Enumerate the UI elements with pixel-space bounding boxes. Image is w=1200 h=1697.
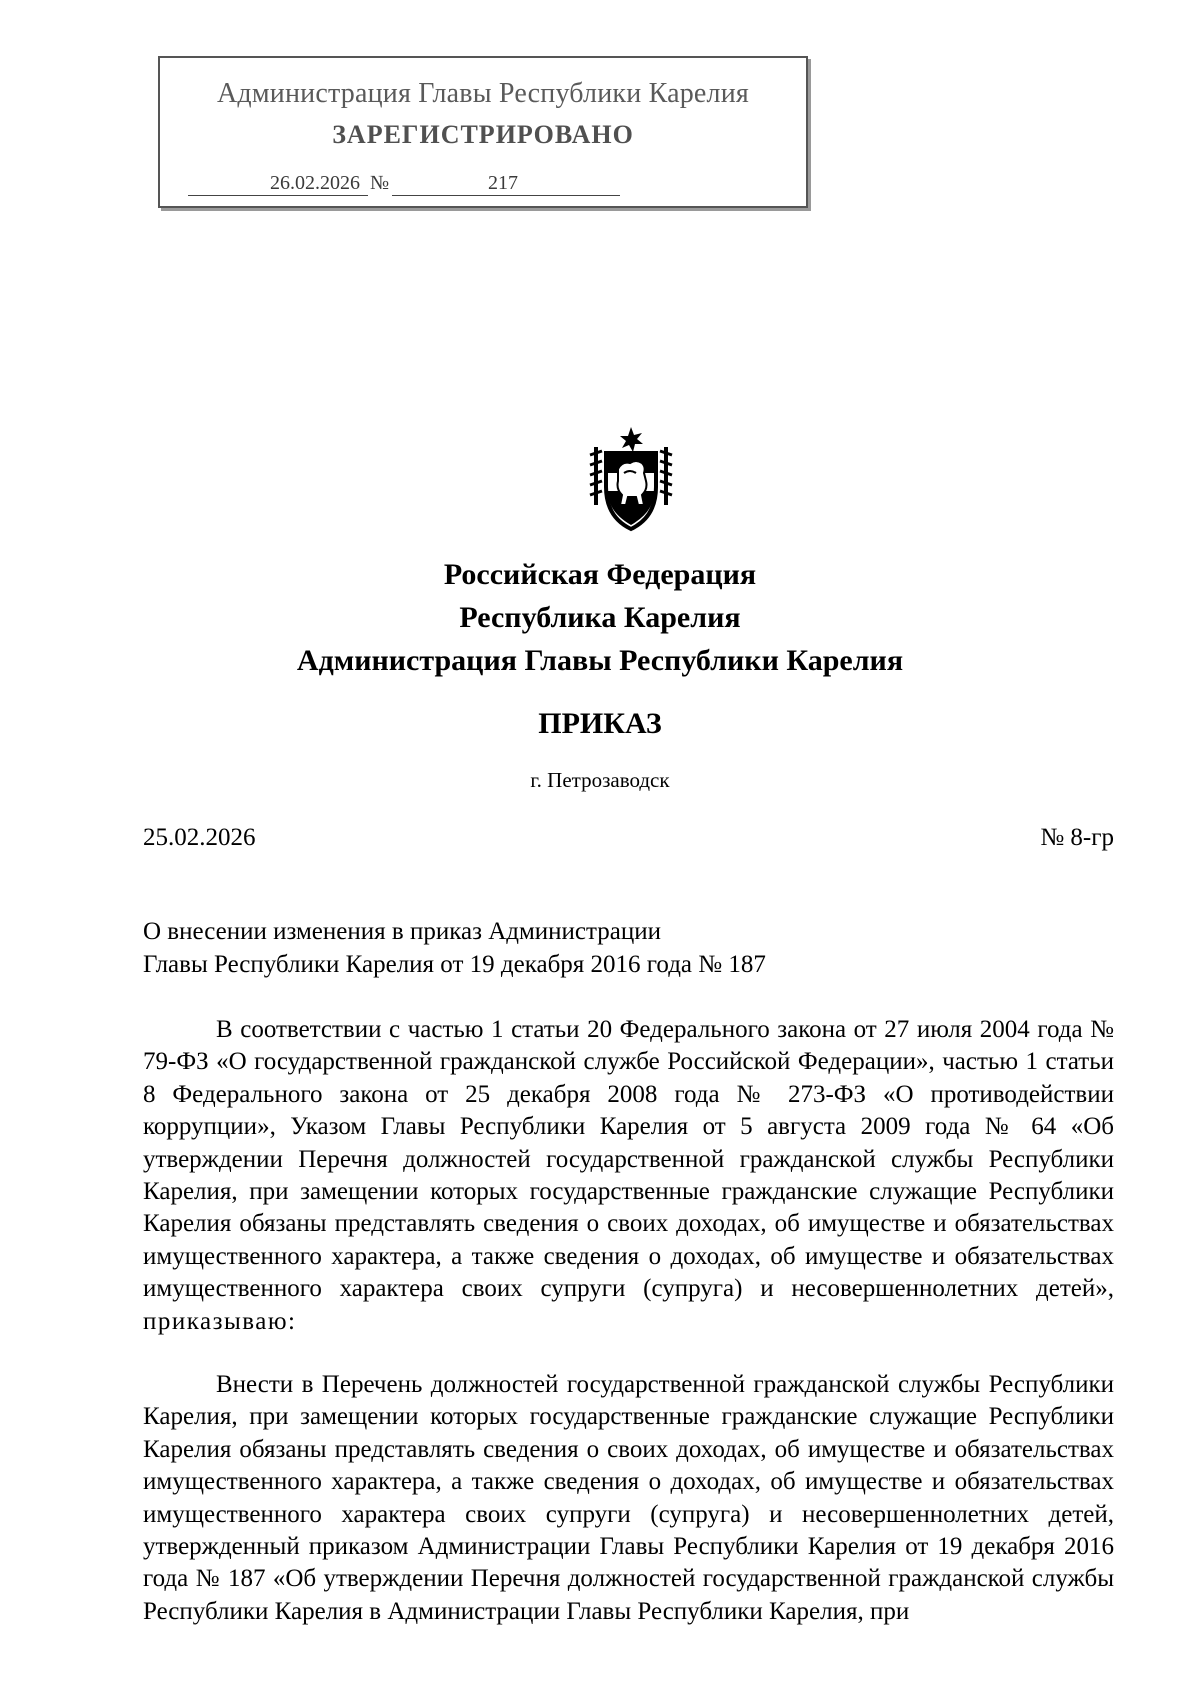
stamp-number-label: № (370, 172, 390, 194)
paragraph-2-text: Внести в Перечень должностей государственной гражданской службы Республики Карелия, при замещении которых государственные гражданские служащие Республики Карелия обязаны представлять сведения о своих доходах, об имуществе и обязательствах имущественного характера, а также сведения о доходах, об имуществе и обязательствах имущественного характера своих супруги (супруга) и несовершеннолетних детей, утвержденный приказом Администрации Главы Республики Карелия от 19 декабря 2016 года № 187 «Об утверждении Перечня должностей государственной гражданской службы Республики Карелия в Администрации Главы Республики Карелия, при (143, 1371, 1114, 1625)
stamp-organization: Администрация Главы Республики Карелия (217, 78, 749, 109)
directive-word: приказываю: (143, 1307, 297, 1335)
document-number: № 8-гр (1040, 824, 1114, 851)
stamp-status: ЗАРЕГИСТРИРОВАНО (332, 120, 634, 149)
body-paragraph-2 (143, 1369, 1114, 1628)
document-type: ПРИКАЗ (538, 707, 662, 740)
subject-line-1: О внесении изменения в приказ Администрации (143, 918, 661, 945)
paragraph-1-text: В соответствии с частью 1 статьи 20 Федерального закона от 27 июля 2004 года № 79-ФЗ «О государственной гражданской службе Российской Федерации», частью 1 статьи 8 Федерального закона от 25 декабря 2008 года № 273-ФЗ «О противодействии коррупции», Указом Главы Республики Карелия от 5 августа 2009 года № 64 «Об утверждении Перечня должностей государственной гражданской службы Республики Карелия, при замещении которых государственные гражданские служащие Республики Карелия обязаны представлять сведения о своих доходах, об имуществе и обязательствах имущественного характера, а также сведения о доходах, об имуществе и обязательствах имущественного характера своих супруги (супруга) и несовершеннолетних детей», (143, 1016, 1114, 1303)
document-city: г. Петрозаводск (530, 768, 670, 792)
document-subject (143, 915, 766, 981)
header-country: Российская Федерация (443, 558, 757, 591)
karelia-coat-of-arms-icon (586, 425, 676, 535)
header-administration: Администрация Главы Республики Карелия (296, 644, 904, 677)
registration-stamp (158, 56, 808, 208)
stamp-number: 217 (392, 172, 620, 196)
header-republic: Республика Карелия (459, 601, 741, 634)
body-paragraph-1 (143, 1014, 1114, 1338)
subject-line-2: Главы Республики Карелия от 19 декабря 2016 года № 187 (143, 951, 766, 978)
document-date: 25.02.2026 (143, 824, 256, 851)
stamp-date: 26.02.2026 (188, 172, 368, 196)
